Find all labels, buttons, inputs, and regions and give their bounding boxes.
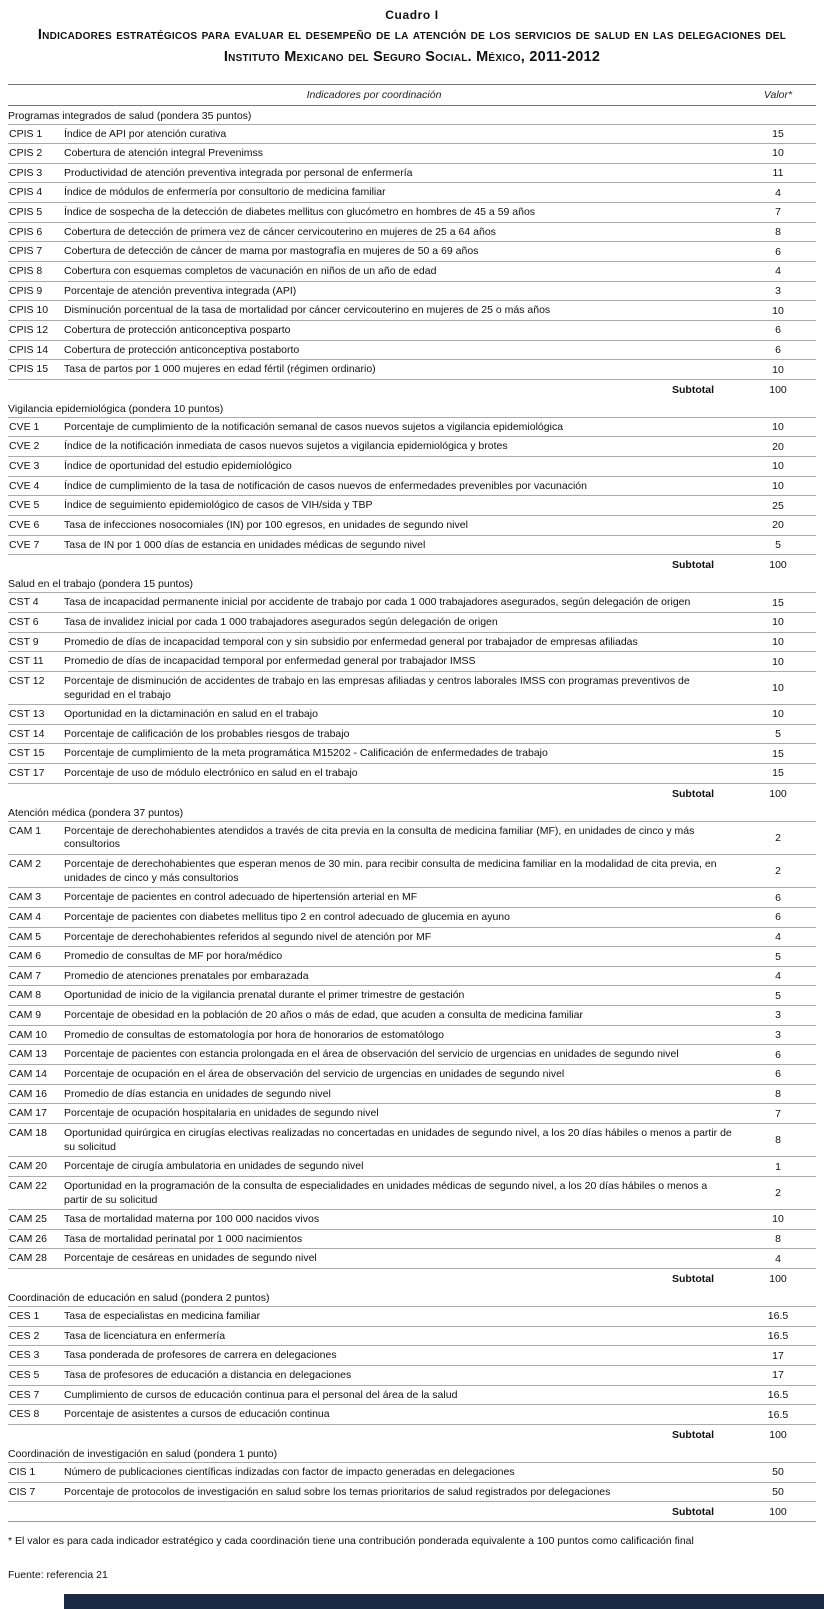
subtotal-row	[8, 1269, 816, 1288]
indicator-code: CST 6	[9, 615, 39, 628]
indicator-row	[8, 164, 816, 184]
table-header-row	[8, 85, 816, 106]
indicator-code: CAM 8	[9, 989, 42, 1002]
indicator-description: Cobertura de detección de primera vez de cáncer cervicouterino en mujeres de 25 a 64 años	[64, 225, 496, 238]
indicator-description: Cobertura de detección de cáncer de mama por mastografía en mujeres de 50 a 69 años	[64, 245, 479, 258]
indicator-row	[8, 1327, 816, 1347]
indicator-description: Tasa de infecciones nosocomiales (IN) por 100 egresos, en unidades de segundo nivel	[64, 519, 468, 532]
column-header-indicators: Indicadores por coordinación	[306, 88, 442, 101]
indicator-code: CST 15	[9, 747, 45, 760]
indicator-value: 2	[775, 1187, 781, 1200]
section-header: Atención médica (pondera 37 puntos)	[8, 803, 816, 822]
indicator-code: CAM 9	[9, 1009, 42, 1022]
indicator-code: CVE 2	[9, 440, 40, 453]
indicator-row	[8, 1045, 816, 1065]
indicator-value: 16.5	[767, 1408, 789, 1421]
indicators-table	[8, 84, 816, 1523]
indicator-value: 15	[772, 767, 784, 780]
indicator-value: 16.5	[767, 1310, 789, 1323]
indicator-code: CAM 18	[9, 1126, 47, 1139]
indicator-description: Porcentaje de ocupación hospitalaria en unidades de segundo nivel	[64, 1107, 379, 1120]
indicator-description: Número de publicaciones científicas indizadas con factor de impacto generadas en delegaciones	[64, 1465, 515, 1478]
indicator-code: CST 12	[9, 674, 45, 687]
indicator-row	[8, 516, 816, 536]
indicator-description: Tasa de mortalidad perinatal por 1 000 nacimientos	[64, 1232, 303, 1245]
indicator-row	[8, 947, 816, 967]
indicator-description: Porcentaje de uso de módulo electrónico en salud en el trabajo	[64, 767, 358, 780]
indicator-value: 16.5	[767, 1388, 789, 1401]
indicator-row	[8, 1157, 816, 1177]
indicator-row	[8, 1366, 816, 1386]
indicator-row	[8, 496, 816, 516]
indicator-row	[8, 418, 816, 438]
indicator-value: 4	[775, 1252, 781, 1265]
indicator-value: 15	[772, 747, 784, 760]
indicator-row	[8, 1124, 816, 1157]
indicator-description: Porcentaje de calificación de los probables riesgos de trabajo	[64, 727, 350, 740]
indicator-value: 5	[775, 538, 781, 551]
indicator-description: Índice de sospecha de la detección de diabetes mellitus con glucómetro en hombres de 45 a 59 años	[64, 206, 536, 219]
indicator-row	[8, 1249, 816, 1269]
indicator-row	[8, 705, 816, 725]
indicator-code: CPIS 12	[9, 323, 49, 336]
indicator-code: CIS 1	[9, 1465, 36, 1478]
indicator-row	[8, 1463, 816, 1483]
indicator-code: CST 4	[9, 596, 39, 609]
indicator-description: Tasa de incapacidad permanente inicial por accidente de trabajo por cada 1 000 trabajadores asegurados, según delegación de origen	[64, 596, 691, 609]
subtotal-value: 100	[769, 1428, 787, 1441]
indicator-row	[8, 1386, 816, 1406]
indicator-value: 7	[775, 206, 781, 219]
indicator-code: CAM 13	[9, 1048, 47, 1061]
indicator-code: CPIS 4	[9, 186, 43, 199]
indicator-row	[8, 223, 816, 243]
indicator-description: Cumplimiento de cursos de educación continua para el personal del área de la salud	[64, 1388, 458, 1401]
indicator-description: Oportunidad en la dictaminación en salud en el trabajo	[64, 708, 318, 721]
indicator-code: CAM 20	[9, 1160, 47, 1173]
indicator-value: 10	[772, 480, 784, 493]
indicator-value: 2	[775, 831, 781, 844]
indicator-description: Cobertura de protección anticonceptiva postaborto	[64, 343, 300, 356]
indicator-code: CES 5	[9, 1369, 40, 1382]
indicator-code: CVE 3	[9, 460, 40, 473]
indicator-row	[8, 672, 816, 705]
indicator-row	[8, 360, 816, 380]
indicator-row	[8, 764, 816, 784]
indicator-code: CAM 3	[9, 891, 42, 904]
indicator-row	[8, 744, 816, 764]
indicator-row	[8, 822, 816, 855]
indicator-description: Porcentaje de cumplimiento de la meta programática M15202 - Calificación de enfermedades de trabajo	[64, 747, 548, 760]
indicator-description: Disminución porcentual de la tasa de mortalidad por cáncer cervicouterino en mujeres de 25 o más años	[64, 304, 551, 317]
source-note: Fuente: referencia 21	[8, 1568, 108, 1581]
indicator-code: CAM 14	[9, 1068, 47, 1081]
indicator-description: Porcentaje de atención preventiva integrada (API)	[64, 284, 297, 297]
indicator-value: 6	[775, 324, 781, 337]
indicator-code: CES 8	[9, 1408, 40, 1421]
page-footer-bar	[64, 1594, 824, 1609]
indicator-value: 10	[772, 616, 784, 629]
indicator-code: CIS 7	[9, 1485, 36, 1498]
subtotal-value: 100	[769, 383, 787, 396]
subtotal-label: Subtotal	[672, 1273, 714, 1286]
indicator-code: CPIS 1	[9, 127, 43, 140]
indicator-code: CST 13	[9, 708, 45, 721]
subtotal-value: 100	[769, 1506, 787, 1519]
table-body	[8, 106, 816, 1522]
indicator-value: 10	[772, 363, 784, 376]
indicator-row	[8, 321, 816, 341]
indicator-description: Porcentaje de derechohabientes atendidos a través de cita previa en la consulta de medicina familiar (MF), en unidades de cinco y más consultorios	[64, 824, 695, 851]
indicator-code: CAM 10	[9, 1028, 47, 1041]
indicator-value: 10	[772, 304, 784, 317]
indicator-value: 3	[775, 1009, 781, 1022]
indicator-code: CPIS 2	[9, 147, 43, 160]
indicator-code: CPIS 7	[9, 245, 43, 258]
indicator-description: Índice de oportunidad del estudio epidemiológico	[64, 460, 292, 473]
indicator-value: 11	[772, 167, 784, 180]
subtotal-row	[8, 1425, 816, 1444]
indicator-row	[8, 613, 816, 633]
indicator-description: Índice de API por atención curativa	[64, 127, 227, 140]
indicator-code: CAM 26	[9, 1232, 47, 1245]
indicator-code: CST 9	[9, 635, 39, 648]
indicator-code: CES 2	[9, 1329, 40, 1342]
indicator-description: Porcentaje de obesidad en la población de 20 años o más de edad, que acuden a consulta de medicina familiar	[64, 1009, 583, 1022]
subtotal-row	[8, 784, 816, 803]
indicator-value: 8	[775, 1134, 781, 1147]
subtotal-row	[8, 555, 816, 574]
indicator-row	[8, 1405, 816, 1425]
indicator-description: Cobertura con esquemas completos de vacunación en niños de un año de edad	[64, 264, 437, 277]
indicator-row	[8, 1346, 816, 1366]
indicator-row	[8, 1177, 816, 1210]
section-header: Salud en el trabajo (pondera 15 puntos)	[8, 574, 816, 593]
indicator-row	[8, 282, 816, 302]
indicator-code: CST 11	[9, 655, 44, 668]
indicator-description: Índice de seguimiento epidemiológico de casos de VIH/sida y TBP	[64, 499, 373, 512]
indicator-value: 10	[772, 460, 784, 473]
indicator-code: CES 7	[9, 1388, 40, 1401]
indicator-row	[8, 437, 816, 457]
indicator-description: Productividad de atención preventiva integrada por personal de enfermería	[64, 166, 413, 179]
indicator-description: Porcentaje de disminución de accidentes de trabajo en las empresas afiliadas y centros laborales IMSS con programas preventivos de seguridad en el trabajo	[64, 674, 690, 701]
indicator-code: CAM 2	[9, 858, 42, 870]
indicator-code: CPIS 9	[9, 284, 43, 297]
indicator-description: Cobertura de protección anticonceptiva posparto	[64, 323, 291, 336]
indicator-description: Promedio de atenciones prenatales por embarazada	[64, 969, 309, 982]
indicator-value: 15	[772, 127, 784, 140]
subtotal-value: 100	[769, 1273, 787, 1286]
indicator-row	[8, 928, 816, 948]
indicator-value: 6	[775, 343, 781, 356]
indicator-code: CVE 1	[9, 420, 40, 433]
indicator-row	[8, 652, 816, 672]
indicator-row	[8, 536, 816, 556]
indicator-description: Porcentaje de derechohabientes referidos al segundo nivel de atención por MF	[64, 930, 432, 943]
indicator-description: Tasa de IN por 1 000 días de estancia en unidades médicas de segundo nivel	[64, 538, 426, 551]
indicator-row	[8, 125, 816, 145]
indicator-value: 4	[775, 265, 781, 278]
indicator-code: CAM 6	[9, 950, 42, 963]
indicator-row	[8, 725, 816, 745]
indicator-value: 10	[772, 682, 784, 695]
indicator-description: Tasa de invalidez inicial por cada 1 000 trabajadores asegurados según delegación de origen	[64, 615, 498, 628]
subtotal-label: Subtotal	[672, 383, 714, 396]
indicator-value: 50	[772, 1485, 784, 1498]
indicator-description: Promedio de días de incapacidad temporal por enfermedad general por trabajador IMSS	[64, 655, 476, 668]
indicator-row	[8, 203, 816, 223]
indicator-code: CPIS 6	[9, 225, 43, 238]
indicator-description: Porcentaje de pacientes con estancia prolongada en el área de observación del servicio de urgencias en unidades de segundo nivel	[64, 1048, 679, 1061]
indicator-description: Índice de la notificación inmediata de casos nuevos sujetos a vigilancia epidemiológica y brotes	[64, 440, 508, 453]
indicator-row	[8, 967, 816, 987]
indicator-value: 5	[775, 989, 781, 1002]
indicator-value: 10	[772, 635, 784, 648]
indicator-code: CVE 7	[9, 538, 40, 551]
table-label: Cuadro I	[385, 8, 439, 22]
indicator-code: CST 14	[9, 727, 45, 740]
indicator-description: Tasa de partos por 1 000 mujeres en edad fértil (régimen ordinario)	[64, 363, 376, 376]
indicator-value: 8	[775, 1088, 781, 1100]
indicator-code: CES 3	[9, 1349, 40, 1362]
indicator-row	[8, 1210, 816, 1230]
indicator-value: 10	[772, 708, 784, 721]
indicator-row	[8, 301, 816, 321]
indicator-value: 50	[772, 1466, 784, 1479]
indicator-row	[8, 457, 816, 477]
indicator-value: 6	[775, 891, 781, 904]
indicator-description: Porcentaje de ocupación en el área de observación del servicio de urgencias en unidades de segundo nivel	[64, 1068, 565, 1081]
indicator-row	[8, 1026, 816, 1046]
indicator-description: Oportunidad en la programación de la consulta de especialidades en unidades médicas de segundo nivel, a los 20 días hábiles o menos a partir de su solicitud	[64, 1179, 708, 1206]
indicator-value: 17	[772, 1369, 784, 1382]
indicator-description: Porcentaje de asistentes a cursos de educación continua	[64, 1408, 330, 1421]
indicator-code: CAM 1	[9, 824, 42, 837]
indicator-description: Promedio de días estancia en unidades de segundo nivel	[64, 1087, 331, 1100]
indicator-value: 4	[775, 970, 781, 983]
indicator-description: Porcentaje de cumplimiento de la notificación semanal de casos nuevos sujetos a vigilancia epidemiológica	[64, 420, 564, 433]
indicator-code: CAM 25	[9, 1213, 47, 1226]
indicator-description: Cobertura de atención integral Prevenimss	[64, 147, 264, 160]
indicator-code: CPIS 3	[9, 166, 43, 179]
indicator-description: Porcentaje de cesáreas en unidades de segundo nivel	[64, 1252, 317, 1265]
indicator-row	[8, 593, 816, 613]
indicator-value: 25	[772, 499, 784, 512]
indicator-description: Porcentaje de cirugía ambulatoria en unidades de segundo nivel	[64, 1160, 364, 1173]
indicator-value: 3	[775, 1029, 781, 1042]
indicator-value: 4	[775, 186, 781, 199]
subtotal-value: 100	[769, 559, 787, 572]
indicator-description: Tasa de mortalidad materna por 100 000 nacidos vivos	[64, 1213, 320, 1226]
indicator-description: Índice de módulos de enfermería por consultorio de medicina familiar	[64, 186, 386, 199]
subtotal-row	[8, 380, 816, 399]
indicator-description: Porcentaje de pacientes con diabetes mellitus tipo 2 en control adecuado de glucemia en ayuno	[64, 910, 510, 923]
indicator-row	[8, 1065, 816, 1085]
indicator-description: Porcentaje de derechohabientes que esperan menos de 30 min. para recibir consulta de medicina familiar en la modalidad de cita previa, en unidades de cinco y más consultorios	[64, 858, 717, 884]
indicator-row	[8, 888, 816, 908]
indicator-code: CPIS 8	[9, 264, 43, 277]
subtotal-label: Subtotal	[672, 1428, 714, 1441]
indicator-code: CAM 7	[9, 969, 42, 982]
indicator-description: Porcentaje de pacientes en control adecuado de hipertensión arterial en MF	[64, 891, 418, 904]
subtotal-value: 100	[769, 787, 787, 800]
indicator-row	[8, 477, 816, 497]
indicator-row	[8, 341, 816, 361]
indicator-value: 4	[775, 930, 781, 943]
indicator-row	[8, 144, 816, 164]
section-header: Programas integrados de salud (pondera 35 puntos)	[8, 106, 816, 125]
indicator-value: 6	[775, 1048, 781, 1061]
indicator-value: 1	[775, 1160, 781, 1173]
indicator-code: CPIS 10	[9, 304, 49, 317]
indicator-description: Tasa de especialistas en medicina familiar	[64, 1310, 261, 1323]
section-header: Vigilancia epidemiológica (pondera 10 puntos)	[8, 399, 816, 418]
subtotal-label: Subtotal	[672, 559, 714, 572]
indicator-value: 10	[772, 655, 784, 668]
subtotal-label: Subtotal	[672, 1506, 714, 1519]
footnote: * El valor es para cada indicador estratégico y cada coordinación tiene una contribución ponderada equivalente a 100 puntos como calificación final	[8, 1535, 694, 1548]
indicator-row	[8, 1085, 816, 1105]
indicator-row	[8, 242, 816, 262]
indicator-description: Tasa de licenciatura en enfermería	[64, 1329, 226, 1342]
indicator-description: Oportunidad quirúrgica en cirugías electivas realizadas no concertadas en unidades de segundo nivel, a los 20 días hábiles o menos a partir de su solicitud	[64, 1126, 732, 1153]
indicator-description: Porcentaje de protocolos de investigación en salud sobre los temas prioritarios de salud registrados por delegaciones	[64, 1485, 611, 1498]
indicator-row	[8, 855, 816, 888]
column-header-value: Valor*	[763, 88, 793, 101]
indicator-value: 8	[775, 226, 781, 239]
indicator-row	[8, 908, 816, 928]
section-header: Coordinación de educación en salud (pondera 2 puntos)	[8, 1288, 816, 1307]
indicator-value: 10	[772, 1213, 784, 1226]
indicator-value: 2	[775, 865, 781, 878]
indicator-value: 20	[772, 519, 784, 532]
indicator-description: Tasa de profesores de educación a distancia en delegaciones	[64, 1369, 352, 1382]
indicator-description: Tasa ponderada de profesores de carrera en delegaciones	[64, 1349, 337, 1362]
indicator-row	[8, 1230, 816, 1250]
indicator-value: 17	[772, 1349, 784, 1362]
indicator-code: CAM 4	[9, 910, 42, 923]
indicator-code: CPIS 14	[9, 343, 49, 356]
indicator-description: Promedio de consultas de estomatología por hora de honorarios de estomatólogo	[64, 1028, 444, 1041]
subtotal-row	[8, 1502, 816, 1521]
indicator-row	[8, 183, 816, 203]
indicator-row	[8, 262, 816, 282]
indicator-row	[8, 986, 816, 1006]
indicator-code: CAM 16	[9, 1087, 47, 1100]
indicator-value: 10	[772, 421, 784, 434]
section-header: Coordinación de investigación en salud (pondera 1 punto)	[8, 1444, 816, 1463]
indicator-code: CVE 4	[9, 479, 40, 492]
indicator-value: 8	[775, 1233, 781, 1246]
indicator-row	[8, 1104, 816, 1124]
indicator-code: CPIS 15	[9, 363, 49, 376]
indicator-row	[8, 1307, 816, 1327]
table-title: Indicadores estratégicos para evaluar el desempeño de la atención de los servicios de salud en las delegaciones del Instituto Mexicano del Seguro Social. México, 2011-2012	[37, 27, 787, 65]
indicator-value: 3	[775, 284, 781, 297]
subtotal-label: Subtotal	[672, 787, 714, 800]
indicator-value: 5	[775, 950, 781, 963]
indicator-row	[8, 633, 816, 653]
indicator-code: CVE 6	[9, 519, 40, 532]
indicator-value: 20	[772, 440, 784, 453]
indicator-value: 6	[775, 245, 781, 258]
indicator-value: 16.5	[767, 1330, 789, 1343]
indicator-code: CST 17	[9, 767, 45, 780]
indicator-code: CAM 22	[9, 1179, 47, 1192]
indicator-description: Índice de cumplimiento de la tasa de notificación de casos nuevos de enfermedades prevenibles por vacunación	[64, 479, 587, 492]
indicator-value: 10	[772, 147, 784, 160]
indicator-row	[8, 1006, 816, 1026]
indicator-description: Promedio de días de incapacidad temporal con y sin subsidio por enfermedad general por trabajador de empresas afiliadas	[64, 635, 638, 648]
indicator-row	[8, 1483, 816, 1503]
indicator-code: CPIS 5	[9, 206, 43, 219]
indicator-code: CES 1	[9, 1310, 40, 1323]
indicator-code: CAM 28	[9, 1252, 47, 1265]
indicator-value: 5	[775, 728, 781, 741]
indicator-value: 6	[775, 1068, 781, 1081]
indicator-value: 6	[775, 911, 781, 924]
indicator-description: Oportunidad de inicio de la vigilancia prenatal durante el primer trimestre de gestación	[64, 989, 465, 1002]
indicator-description: Promedio de consultas de MF por hora/médico	[64, 950, 283, 963]
indicator-code: CAM 5	[9, 930, 42, 943]
indicator-code: CVE 5	[9, 499, 40, 512]
indicator-value: 15	[772, 596, 784, 609]
indicator-code: CAM 17	[9, 1107, 47, 1120]
indicator-value: 7	[775, 1107, 781, 1120]
